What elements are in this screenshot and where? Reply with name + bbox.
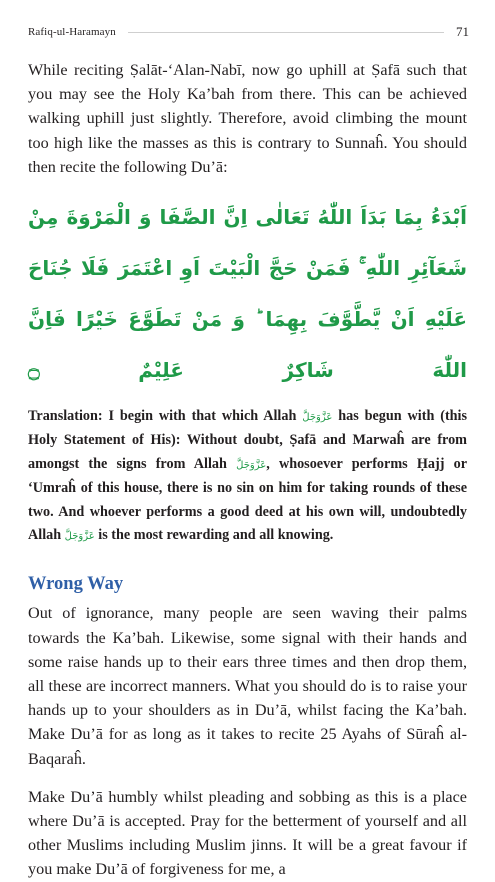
dua-arabic-block [28, 192, 467, 396]
page-content [28, 58, 467, 882]
translation-part-4: is the most rewarding and all knowing. [98, 527, 334, 544]
honorific-1: عَزَّوَجَلَّ [302, 412, 333, 424]
page-header [28, 22, 469, 42]
honorific-2: عَزَّوَجَلَّ [236, 459, 267, 471]
section-heading: Wrong Way [28, 574, 124, 595]
page-number: 71 [456, 24, 469, 39]
honorific-3: عَزَّوَجَلَّ [64, 531, 95, 543]
dua-arabic-text: اَبْدَءُ بِمَا بَدَاَ اللّٰهُ تَعَالٰى اِنَّ الصَّفَا وَ الْمَرْوَةَ مِنْ شَعَآئِرِ اللّٰهِ ۚ فَمَنْ حَجَّ الْبَيْتَ اَوِ اعْتَمَرَ فَلَا جُنَاحَ عَلَيْهِ اَنْ يَّطَّوَّفَ بِهِمَا ؕ وَ مَنْ تَطَوَّعَ خَيْرًا فَاِنَّ اللّٰهَ شَاكِرٌ عَلِيْمٌ [28, 205, 467, 383]
translation-part-2: has begun with (this Holy Statement of His): Without doubt, Ṣafā and Marwaĥ are from amongst the signs from Allah [28, 408, 468, 472]
verse-end-icon: ۝ [28, 358, 40, 383]
translation-part-1: Translation: I begin with that which Allah [28, 408, 297, 425]
wrong-way-paragraph: Out of ignorance, many people are seen waving their palms towards the Ka’bah. Likewise, some signal with their hands and some raise hands up to their ears three times and then drop them, all these are incorrect manners. What you should do is to raise your hands up to your shoulders as in Du’ā, whilst facing the Ka’bah. Make Du’ā for as long as it takes to recite 25 Ayahs of Sūraĥ al-Baqaraĥ. [28, 604, 467, 768]
final-paragraph: Make Du’ā humbly whilst pleading and sobbing as this is a place where Du’ā is accepted. Pray for the betterment of yourself and all other Muslims including Muslim jinns. It will be a great favour if you make Du’ā of forgiveness for me, a [28, 787, 467, 879]
header-rule [128, 32, 444, 33]
book-title: Rafiq-ul-Haramayn [28, 26, 116, 38]
intro-paragraph: While reciting Ṣalāt-‘Alan-Nabī, now go uphill at Ṣafā such that you may see the Holy Ka’bah from there. This can be achieved walking uphill just slightly. Therefore, avoid climbing the mount too high like the masses as this is contrary to Sunnaĥ. You should then recite the following Du’ā: [28, 61, 467, 176]
translation-paragraph [28, 405, 467, 548]
translation-part-3: , whosoever performs Ḥajj or ‘Umraĥ of this house, there is no sin on him for taking rounds of these two. And whoever performs a good deed at his own will, undoubtedly Allah [28, 455, 468, 544]
